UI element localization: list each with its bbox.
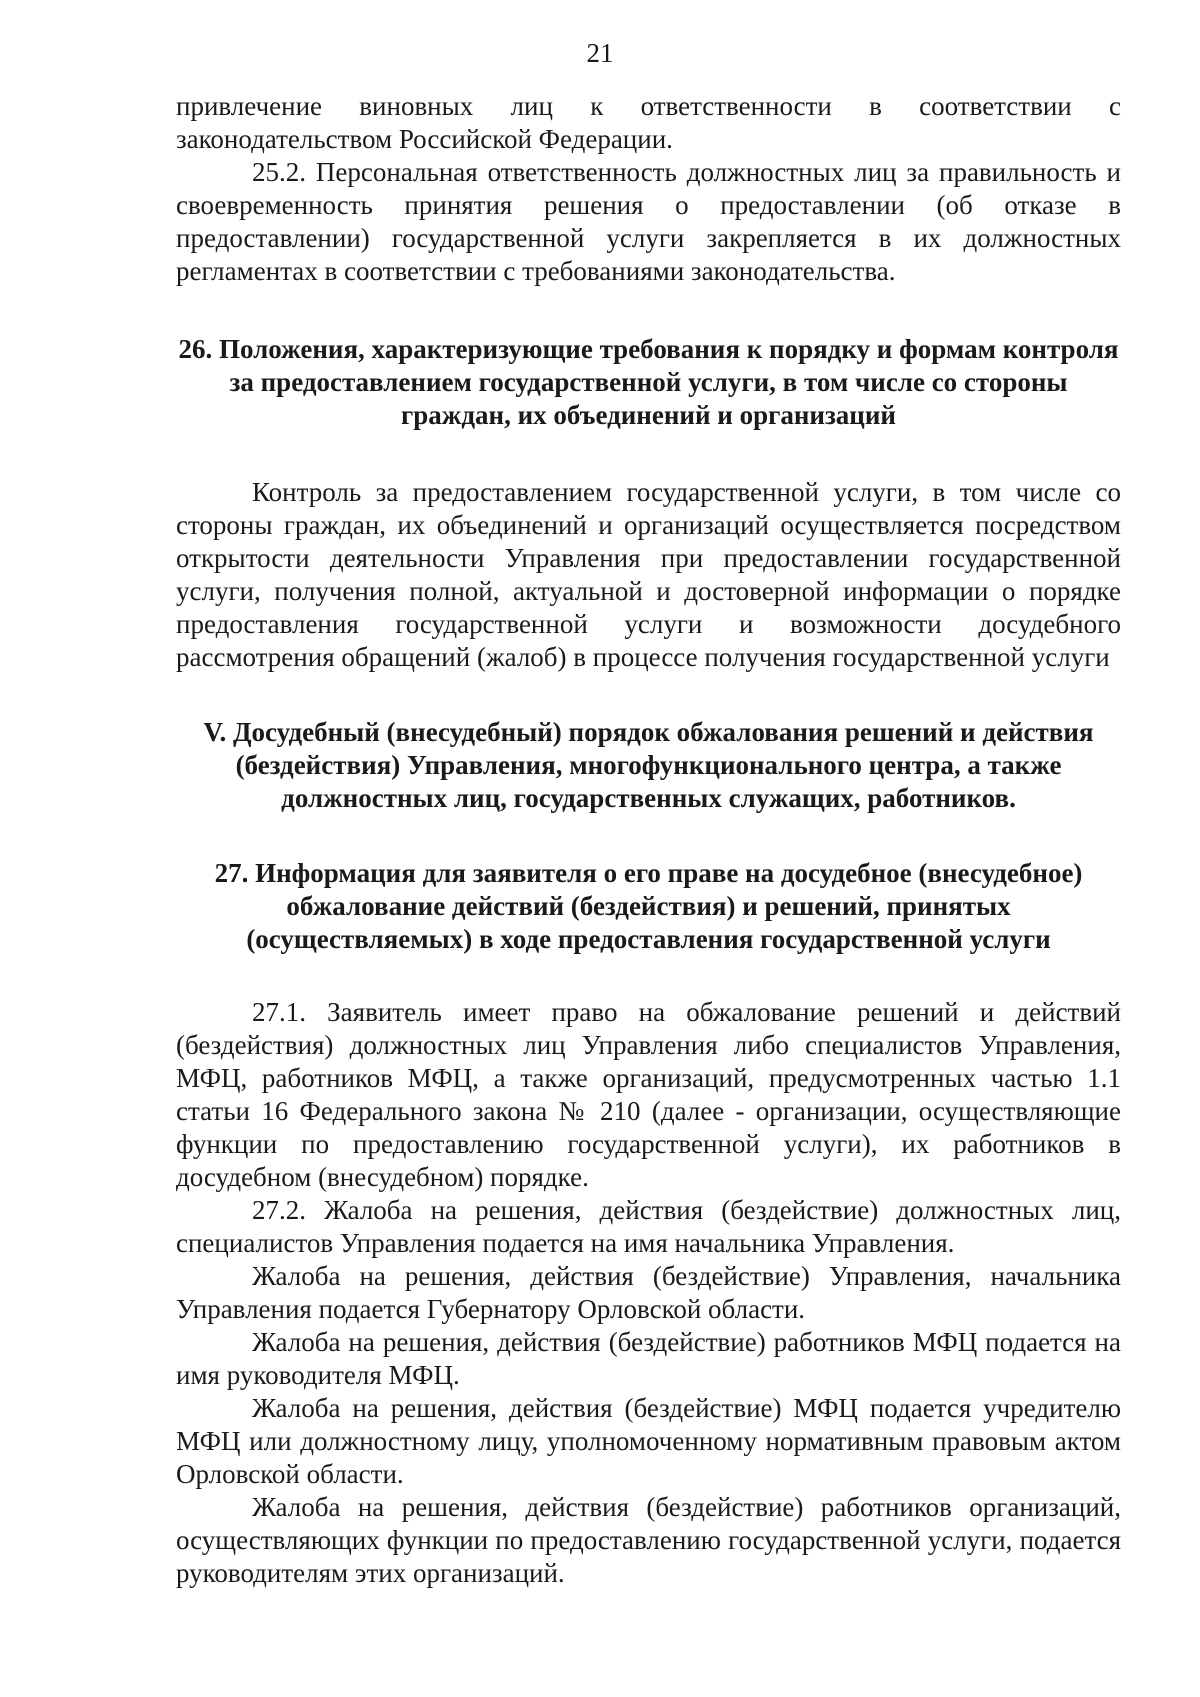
paragraph-complaint-governor: Жалоба на решения, действия (бездействие) Управления, начальника Управления подается Губернатору Орловской области. <box>176 1261 1121 1324</box>
chapter-heading-V: V. Досудебный (внесудебный) порядок обжалования решений и действия (бездействия) Управления, многофункционального центра, а также должностных лиц, государственных служащих, работников. <box>203 717 1094 813</box>
paragraph-complaint-mfc-workers: Жалоба на решения, действия (бездействие) работников МФЦ подается на имя руководителя МФЦ. <box>176 1327 1121 1390</box>
page-number: 21 <box>586 38 614 68</box>
section-heading-26: 26. Положения, характеризующие требования к порядку и формам контроля за предоставлением государственной услуги, в том числе со стороны граждан, их объединений и организаций <box>178 334 1119 430</box>
paragraph-complaint-mfc: Жалоба на решения, действия (бездействие) МФЦ подается учредителю МФЦ или должностному лицу, уполномоченному нормативным правовым актом Орловской области. <box>176 1393 1121 1489</box>
paragraph-continuation: привлечение виновных лиц к ответственности в соответствии с законодательством Российской Федерации. <box>176 91 1121 154</box>
paragraph-25-2: 25.2. Персональная ответственность должностных лиц за правильность и своевременность принятия решения о предоставлении (об отказе в предоставлении) государственной услуги закрепляется в их должностных регламентах в соответствии с требованиями законодательства. <box>176 157 1121 286</box>
section-heading-27: 27. Информация для заявителя о его праве на досудебное (внесудебное) обжалование действий (бездействия) и решений, принятых (осуществляемых) в ходе предоставления государственной услуги <box>214 858 1083 954</box>
paragraph-26: Контроль за предоставлением государственной услуги, в том числе со стороны граждан, их объединений и организаций осуществляется посредством открытости деятельности Управления при предоставлении государственной услуги, получения полной, актуальной и достоверной информации о порядке предоставления государственной услуги и возможности досудебного рассмотрения обращений (жалоб) в процессе получения государственной услуги <box>176 477 1121 672</box>
document-body <box>176 90 1121 1590</box>
paragraph-complaint-organizations: Жалоба на решения, действия (бездействие) работников организаций, осуществляющих функции по предоставлению государственной услуги, подается руководителям этих организаций. <box>176 1492 1121 1588</box>
paragraph-27-2: 27.2. Жалоба на решения, действия (бездействие) должностных лиц, специалистов Управления подается на имя начальника Управления. <box>176 1195 1121 1258</box>
paragraph-27-1: 27.1. Заявитель имеет право на обжалование решений и действий (бездействия) должностных лиц Управления либо специалистов Управления, МФЦ, работников МФЦ, а также организаций, предусмотренных частью 1.1 статьи 16 Федерального закона № 210 (далее - организации, осуществляющие функции по предоставлению государственной услуги), их работников в досудебном (внесудебном) порядке. <box>176 997 1121 1192</box>
